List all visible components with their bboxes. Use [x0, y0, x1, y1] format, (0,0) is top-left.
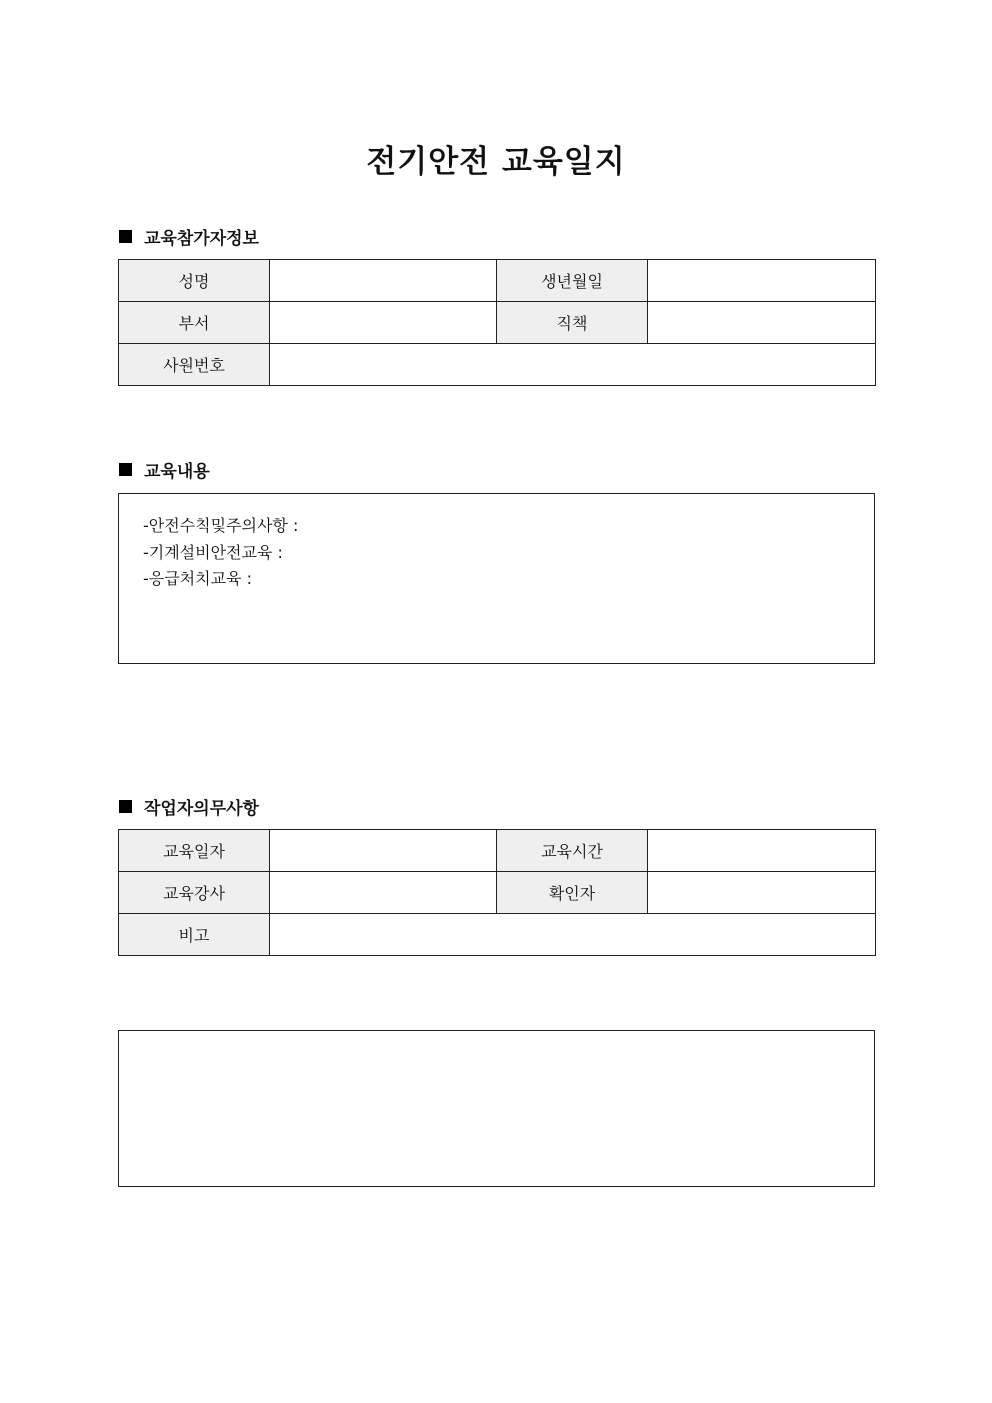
training-date-field[interactable] — [270, 830, 497, 872]
worker-section-heading — [119, 794, 259, 819]
confirmer-field[interactable] — [648, 872, 876, 914]
black-square-icon — [119, 230, 132, 243]
department-field[interactable] — [270, 302, 497, 344]
position-field[interactable] — [648, 302, 876, 344]
black-square-icon — [119, 463, 132, 476]
remarks-field[interactable] — [270, 914, 876, 956]
confirmer-label: 확인자 — [497, 872, 648, 914]
table-row — [119, 872, 876, 914]
name-label: 성명 — [119, 260, 270, 302]
employee-number-field[interactable] — [270, 344, 876, 386]
black-square-icon — [119, 800, 132, 813]
department-label: 부서 — [119, 302, 270, 344]
worker-section-title: 작업자의무사항 — [144, 799, 259, 819]
remarks-label: 비고 — [119, 914, 270, 956]
name-field[interactable] — [270, 260, 497, 302]
training-time-field[interactable] — [648, 830, 876, 872]
training-time-label: 교육시간 — [497, 830, 648, 872]
participant-info-table — [118, 259, 876, 386]
participant-section-heading — [119, 224, 259, 249]
training-content-box[interactable] — [118, 493, 875, 664]
table-row — [119, 302, 876, 344]
participant-section-title: 교육참가자정보 — [144, 229, 259, 249]
training-date-label: 교육일자 — [119, 830, 270, 872]
employee-number-label: 사원번호 — [119, 344, 270, 386]
content-section-heading — [119, 457, 210, 482]
table-row — [119, 260, 876, 302]
birthdate-field[interactable] — [648, 260, 876, 302]
table-row — [119, 830, 876, 872]
content-line-safety-rules: -안전수칙및주의사항 : — [143, 516, 299, 535]
content-line-first-aid: -응급처치교육 : — [143, 569, 252, 588]
content-line-machine-safety: -기계설비안전교육 : — [143, 542, 283, 562]
table-row — [119, 344, 876, 386]
instructor-label: 교육강사 — [119, 872, 270, 914]
instructor-field[interactable] — [270, 872, 497, 914]
document-title: 전기안전 교육일지 — [366, 144, 626, 180]
table-row — [119, 914, 876, 956]
position-label: 직책 — [497, 302, 648, 344]
notes-box[interactable] — [118, 1030, 875, 1187]
birthdate-label: 생년월일 — [497, 260, 648, 302]
worker-duty-table — [118, 829, 876, 956]
content-section-title: 교육내용 — [144, 462, 210, 482]
